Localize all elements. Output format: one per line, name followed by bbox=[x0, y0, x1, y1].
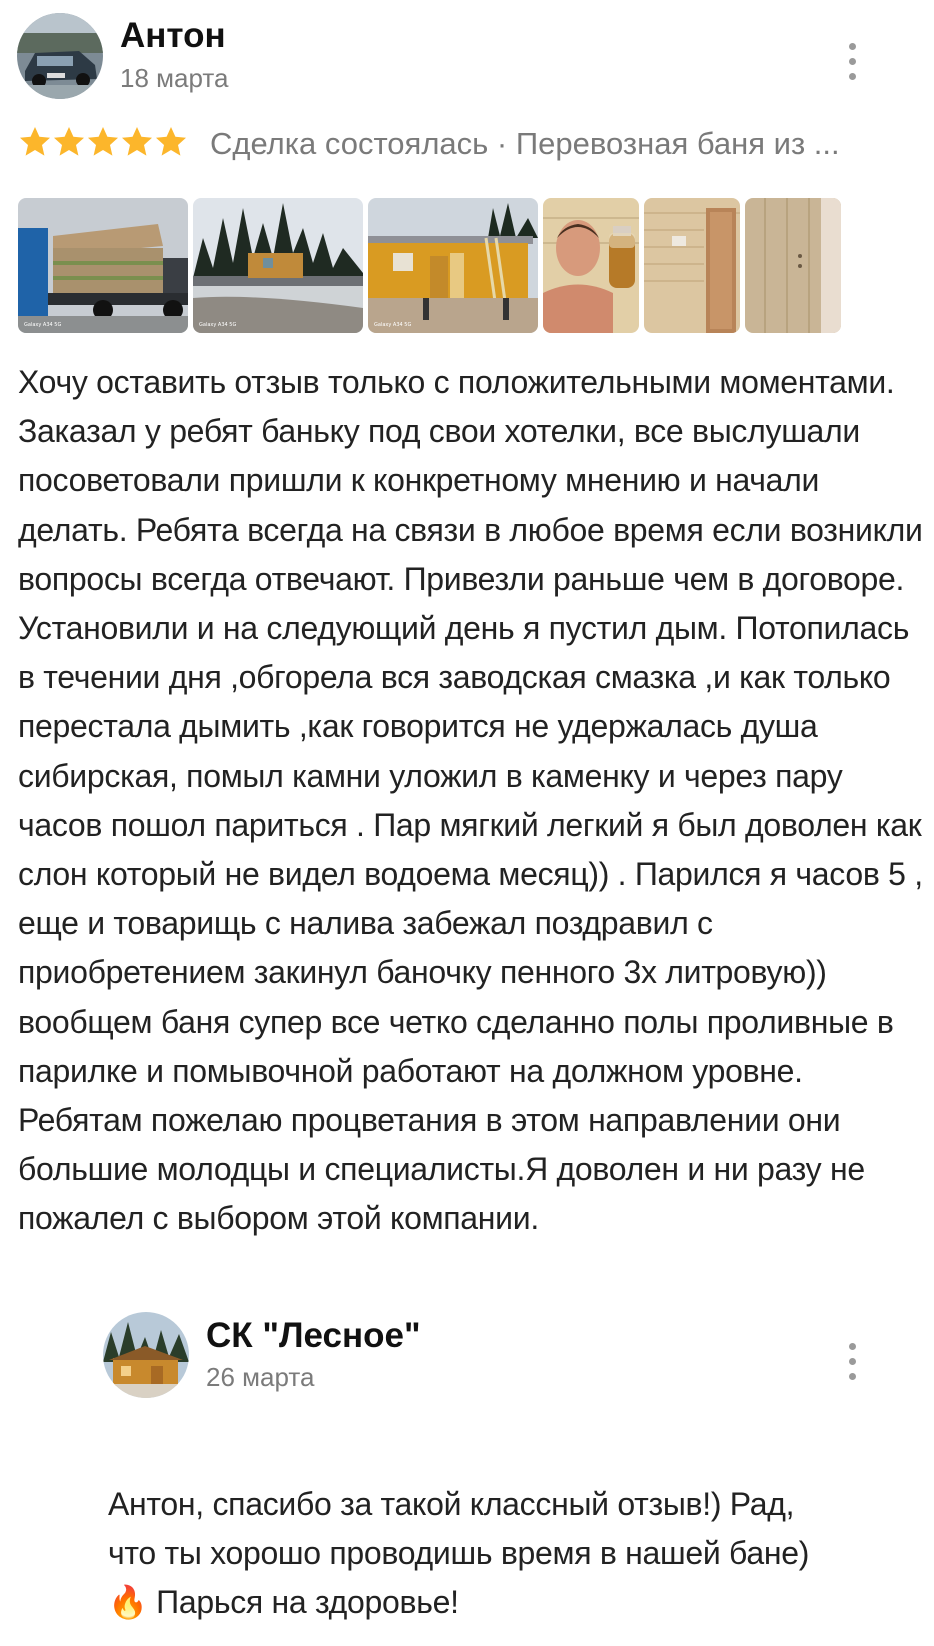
photo-interior-wall[interactable] bbox=[745, 198, 841, 333]
star-icon bbox=[88, 127, 118, 156]
reply-line-3-text: Парься на здоровье! bbox=[147, 1584, 459, 1621]
rating-stars bbox=[18, 124, 190, 164]
star-icon bbox=[156, 127, 186, 156]
star-icon bbox=[54, 127, 84, 156]
reply-line-3 bbox=[108, 1578, 908, 1627]
svg-text:Galaxy A34 5G: Galaxy A34 5G bbox=[374, 322, 412, 328]
author-name[interactable]: Антон bbox=[120, 16, 226, 55]
svg-text:Galaxy A34 5G: Galaxy A34 5G bbox=[24, 322, 62, 328]
reply-text bbox=[108, 1480, 908, 1628]
photo-interior-door[interactable] bbox=[644, 198, 740, 333]
reply-line-1: Антон, спасибо за такой классный отзыв!) Рад, bbox=[108, 1486, 795, 1522]
photo-truck[interactable] bbox=[18, 198, 188, 333]
author-avatar[interactable] bbox=[17, 13, 103, 99]
review-date: 18 марта bbox=[120, 63, 229, 93]
star-icon bbox=[122, 127, 152, 156]
photo-winter-yard[interactable] bbox=[193, 198, 363, 333]
reply-line-2: что ты хорошо проводишь время в нашей бане) bbox=[108, 1535, 810, 1572]
deal-meta[interactable]: Сделка состоялась · Перевозная баня из ... bbox=[210, 126, 840, 161]
photo-man-with-jar[interactable] bbox=[543, 198, 639, 333]
review-text: Хочу оставить отзыв только с положительными моментами. Заказал у ребят баньку под свои хотелки, все выслушали посоветовали пришли к конкретному мнению и начали делать. Ребята всегда на связи в любое время если возникли вопросы всегда отвечают. Привезли раньше чем в договоре. Установили и на следующий день я пустил дым. Потопилась в течении дня ,обгорела вся заводская смазка ,и как только перестала дымить ,как говорится не удержалась душа сибирская, помыл камни уложил в каменку и через пару часов пошол париться . Пар мягкий легкий я был доволен как слон который не видел водоема месяц)) . Парился я часов 5 , еще и товарищь с налива забежал поздравил с приобретением закинул баночку пенного 3х литровую)) вообщем баня супер все четко сделанно полы проливные в парилке и помывочной работают на должном уровне. Ребятам пожелаю процветания в этом направлении они большие молодцы и специалисты.Я доволен и ни разу не пожалел с выбором этой компании. bbox=[18, 364, 923, 1237]
fire-emoji-icon: 🔥 bbox=[108, 1584, 148, 1621]
review-more-menu-icon[interactable] bbox=[840, 40, 864, 84]
reply-date: 26 марта bbox=[206, 1362, 315, 1392]
company-name[interactable]: СК "Лесное" bbox=[206, 1316, 421, 1355]
reply-more-menu-icon[interactable] bbox=[840, 1340, 864, 1384]
svg-text:Galaxy A34 5G: Galaxy A34 5G bbox=[199, 322, 237, 328]
photo-sauna-exterior[interactable] bbox=[368, 198, 538, 333]
company-avatar[interactable] bbox=[103, 1312, 189, 1398]
star-icon bbox=[20, 127, 50, 156]
